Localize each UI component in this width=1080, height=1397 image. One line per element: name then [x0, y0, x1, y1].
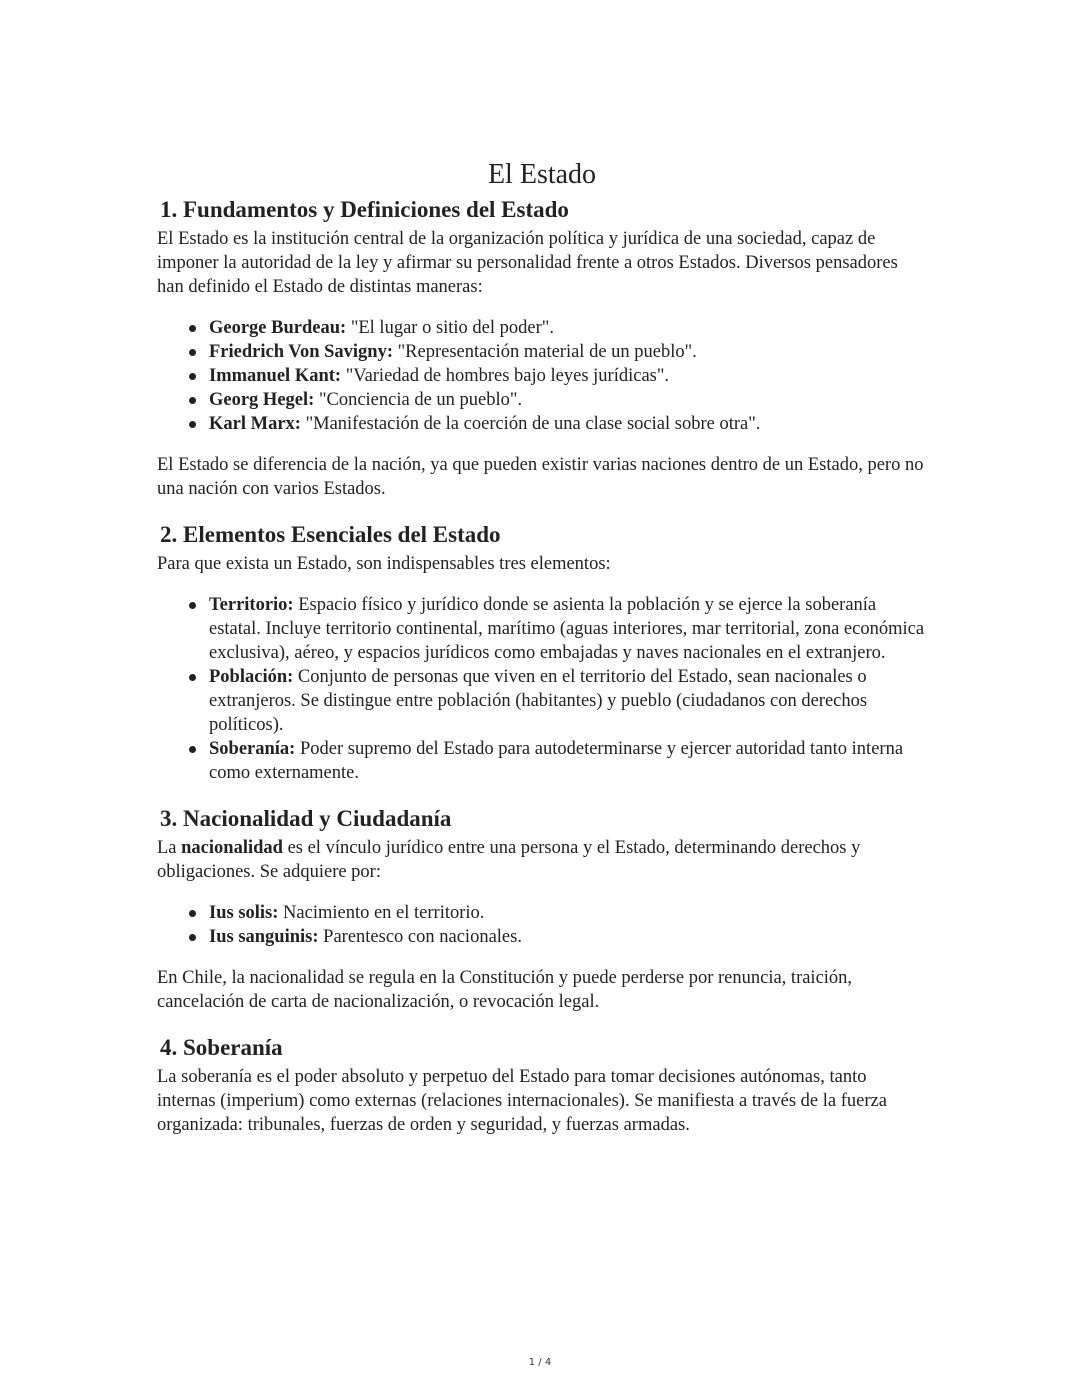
list-item [209, 925, 927, 949]
list-item [209, 316, 927, 340]
list-item [209, 388, 927, 412]
definition: "Representación material de un pueblo". [393, 342, 697, 362]
section-heading: 1. Fundamentos y Definiciones del Estado [160, 197, 569, 222]
definition: "Manifestación de la coerción de una clase social sobre otra". [300, 414, 761, 434]
term: Soberanía: [209, 739, 296, 759]
term: Ius solis: [209, 903, 279, 923]
paragraph: El Estado es la institución central de la organización política y jurídica de una sociedad, capaz de imponer la autoridad de la ley y afirmar su personalidad frente a otros Estados. Diversos pensadores han definido el Estado de distintas maneras: [157, 229, 898, 297]
term: Georg Hegel: [209, 390, 315, 410]
page-number: 1 / 4 [528, 1357, 552, 1368]
list-item [209, 901, 927, 925]
section-heading: 4. Soberanía [160, 1035, 283, 1060]
list-item [209, 340, 927, 364]
definition: "El lugar o sitio del poder". [346, 318, 554, 338]
term: Territorio: [209, 595, 294, 615]
paragraph: La soberanía es el poder absoluto y perpetuo del Estado para tomar decisiones autónomas, tanto internas (imperium) como externas (relaciones internacionales). Se manifiesta a través de la fuerza organizada: tribunales, fuerzas de orden y seguridad, y fuerzas armadas. [157, 1067, 887, 1135]
section-heading: 3. Nacionalidad y Ciudadanía [160, 806, 452, 831]
paragraph: Para que exista un Estado, son indispensables tres elementos: [157, 554, 611, 574]
definition: Parentesco con nacionales. [318, 927, 522, 947]
definition: "Conciencia de un pueblo". [314, 390, 523, 410]
acquisition-list [157, 901, 927, 949]
list-item [209, 593, 927, 665]
list-item [209, 412, 927, 436]
term: Immanuel Kant: [209, 366, 342, 386]
list-item [209, 737, 927, 785]
paragraph [157, 836, 927, 884]
paragraph: El Estado se diferencia de la nación, ya que pueden existir varias naciones dentro de un Estado, pero no una nación con varios Estados. [157, 455, 924, 499]
definition: "Variedad de hombres bajo leyes jurídicas". [341, 366, 670, 386]
term: Población: [209, 667, 294, 687]
document-title: El Estado [487, 159, 597, 190]
definition: Espacio físico y jurídico donde se asienta la población y se ejerce la soberanía estatal. Incluye territorio continental, marítimo (aguas interiores, mar territorial, zona económica exclusiva), aéreo, y espacios jurídicos como embajadas y naves nacionales en el extranjero. [209, 595, 925, 663]
list-item [209, 364, 927, 388]
document-page [157, 159, 927, 1137]
term: Karl Marx: [209, 414, 301, 434]
term: George Burdeau: [209, 318, 347, 338]
definition: Conjunto de personas que viven en el territorio del Estado, sean nacionales o extranjeros. Se distingue entre población (habitantes) y pueblo (ciudadanos con derechos políticos). [209, 667, 868, 735]
section-heading: 2. Elementos Esenciales del Estado [160, 522, 501, 547]
text: La [157, 838, 182, 858]
elements-list [157, 593, 927, 785]
text: es el vínculo jurídico entre una persona y el Estado, determinando derechos y obligaciones. Se adquiere por: [157, 838, 861, 882]
list-item [209, 665, 927, 737]
term: Ius sanguinis: [209, 927, 319, 947]
term: Friedrich Von Savigny: [209, 342, 393, 362]
definition: Nacimiento en el territorio. [278, 903, 485, 923]
definitions-list [157, 316, 927, 436]
bold-term: nacionalidad [181, 838, 283, 858]
paragraph: En Chile, la nacionalidad se regula en la Constitución y puede perderse por renuncia, traición, cancelación de carta de nacionalización, o revocación legal. [157, 968, 853, 1012]
definition: Poder supremo del Estado para autodeterminarse y ejercer autoridad tanto interna como externamente. [209, 739, 904, 783]
